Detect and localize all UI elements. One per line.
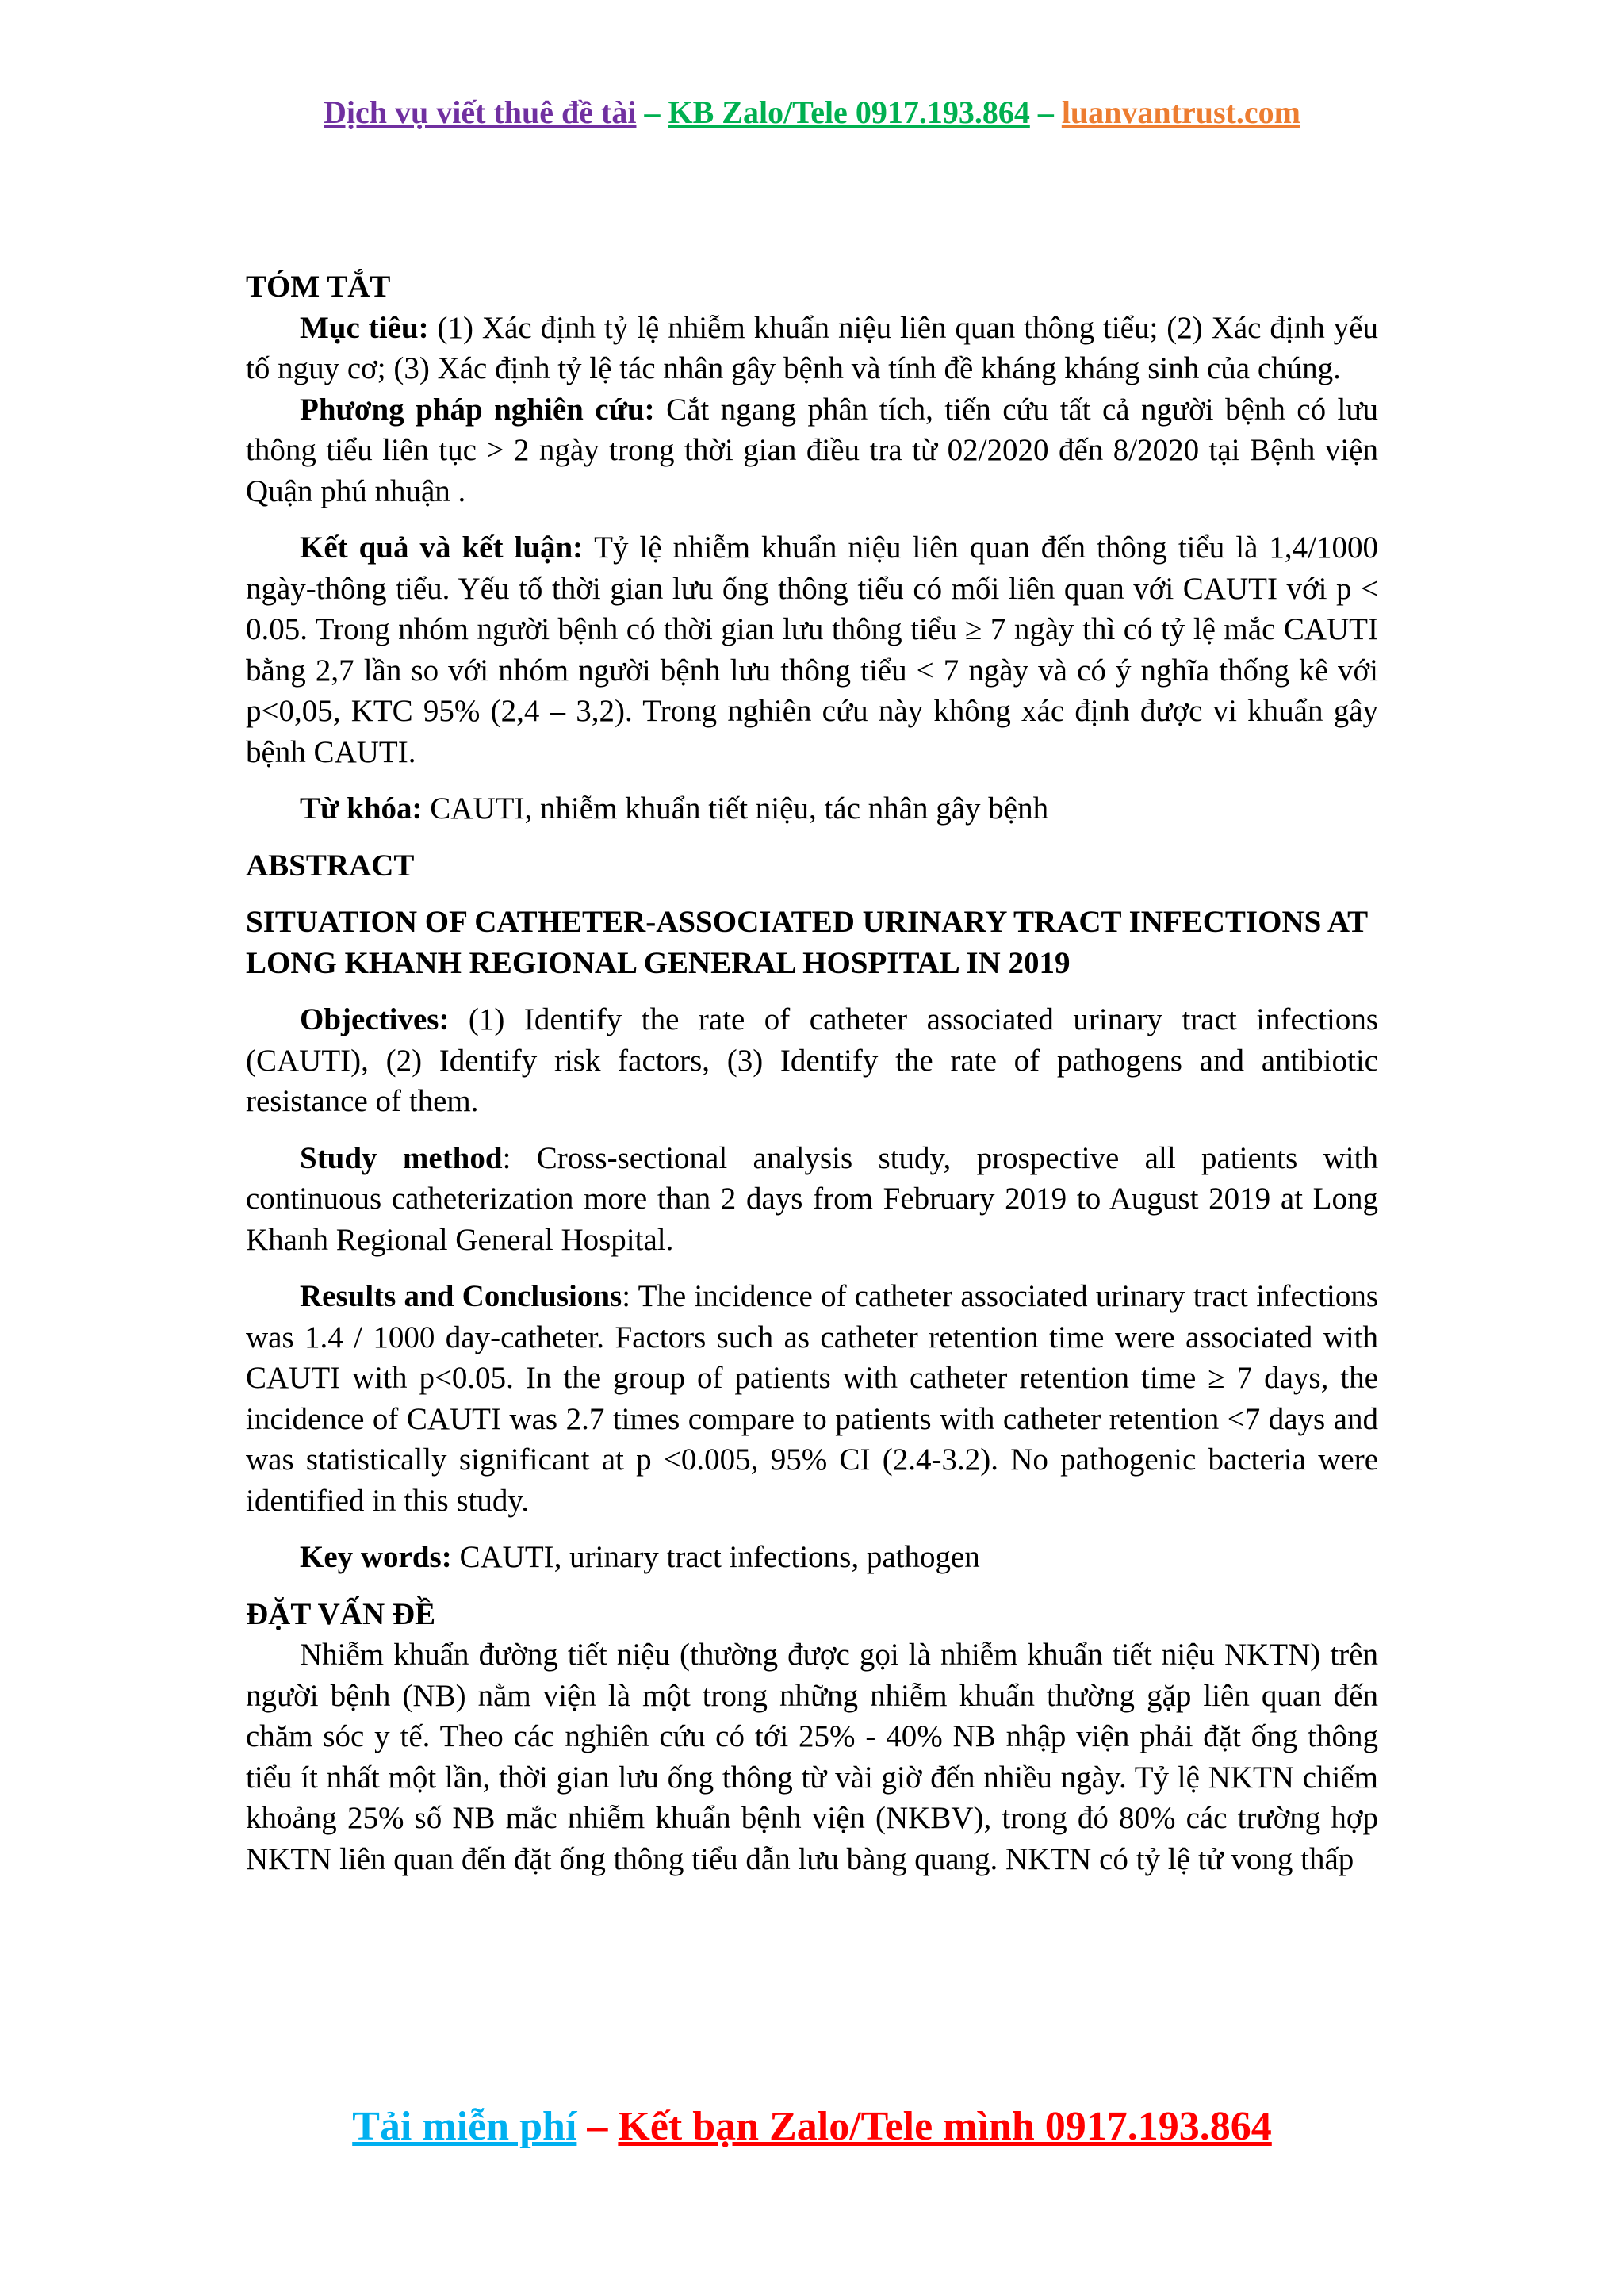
keywords-label: Từ khóa: xyxy=(300,791,431,826)
keywords-text: CAUTI, nhiễm khuẩn tiết niệu, tác nhân gây bệnh xyxy=(430,791,1049,826)
abstract-results-paragraph xyxy=(246,1276,1378,1521)
add-friend-link[interactable]: Kết bạn Zalo/Tele mình 0917.193.864 xyxy=(618,2104,1272,2149)
intro-heading: ĐẶT VẤN ĐỀ xyxy=(246,1596,436,1631)
method-label: Phương pháp nghiên cứu: xyxy=(300,392,667,427)
method-text: Cắt ngang phân tích, tiến cứu tất cả người bệnh có lưu thông tiểu liên tục > 2 ngày trong thời gian điều tra từ 02/2020 đến 8/2020 tại Bệnh viện Quận phú nhuận . xyxy=(246,392,1378,508)
objectives-label: Objectives: xyxy=(300,1002,469,1036)
abstract-heading: ABSTRACT xyxy=(246,848,415,883)
results-text: Tỷ lệ nhiễm khuẩn niệu liên quan đến thông tiểu là 1,4/1000 ngày-thông tiểu. Yếu tố thời gian lưu ống thông tiểu có mối liên quan với CAUTI với p < 0.05. Trong nhóm người bệnh có thời gian lưu thông tiểu ≥ 7 ngày thì có tỷ lệ mắc CAUTI bằng 2,7 lần so với nhóm người bệnh lưu thông tiểu < 7 ngày và có ý nghĩa thống kê với p<0,05, KTC 95% (2,4 – 3,2). Trong nghiên cứu này không xác định được vi khuẩn gây bệnh CAUTI. xyxy=(246,531,1378,769)
key-words-text: CAUTI, urinary tract infections, pathogen xyxy=(459,1540,980,1574)
results-conclusions-label: Results and Conclusions xyxy=(300,1279,622,1313)
abstract-objectives-paragraph xyxy=(246,999,1378,1122)
document-body xyxy=(246,266,1378,1879)
tomtat-objective-paragraph xyxy=(246,308,1378,389)
service-link[interactable]: Dịch vụ viết thuê đề tài xyxy=(324,94,637,130)
study-method-text: : Cross-sectional analysis study, prospective all patients with continuous catheterization more than 2 days from February 2019 to August 2019 at Long Khanh Regional General Hospital. xyxy=(246,1140,1378,1257)
contact-link[interactable]: KB Zalo/Tele 0917.193.864 xyxy=(668,94,1030,130)
footer-separator: – xyxy=(576,2104,619,2149)
tomtat-heading: TÓM TẮT xyxy=(246,270,391,304)
page-footer xyxy=(0,2103,1624,2150)
tomtat-results-paragraph xyxy=(246,527,1378,772)
page-header xyxy=(0,94,1624,131)
key-words-label: Key words: xyxy=(300,1540,460,1574)
objectives-text: (1) Identify the rate of catheter associated urinary tract infections (CAUTI), (2) Identify risk factors, (3) Identify the rate of pathogens and antibiotic resistance of them. xyxy=(246,1002,1378,1118)
abstract-title: SITUATION OF CATHETER-ASSOCIATED URINARY TRACT INFECTIONS AT LONG KHANH REGIONAL GENERAL HOSPITAL IN 2019 xyxy=(246,905,1368,980)
free-download-link[interactable]: Tải miễn phí xyxy=(352,2104,577,2149)
abstract-method-paragraph xyxy=(246,1138,1378,1261)
study-method-label: Study method xyxy=(300,1140,503,1175)
tomtat-keywords-paragraph xyxy=(246,788,1378,829)
website-link[interactable]: luanvantrust.com xyxy=(1061,94,1300,130)
results-label: Kết quả và kết luận: xyxy=(300,531,595,565)
header-separator: – xyxy=(1029,94,1062,130)
header-separator: – xyxy=(636,94,668,130)
abstract-keywords-paragraph xyxy=(246,1537,1378,1578)
objective-label: Mục tiêu: xyxy=(300,310,438,345)
objective-text: (1) Xác định tỷ lệ nhiễm khuẩn niệu liên quan thông tiểu; (2) Xác định yếu tố nguy cơ; (3) Xác định tỷ lệ tác nhân gây bệnh và tính đề kháng kháng sinh của chúng. xyxy=(246,310,1378,385)
tomtat-method-paragraph xyxy=(246,389,1378,512)
results-conclusions-text: : The incidence of catheter associated urinary tract infections was 1.4 / 1000 day-catheter. Factors such as catheter retention time were associated with CAUTI with p<0.05. In the group of patients with catheter retention time ≥ 7 days, the incidence of CAUTI was 2.7 times compare to patients with catheter retention <7 days and was statistically significant at p <0.005, 95% CI (2.4-3.2). No pathogenic bacteria were identified in this study. xyxy=(246,1279,1378,1518)
intro-paragraph: Nhiễm khuẩn đường tiết niệu (thường được gọi là nhiễm khuẩn tiết niệu NKTN) trên người bệnh (NB) nằm viện là một trong những nhiễm khuẩn thường gặp liên quan đến chăm sóc y tế. Theo các nghiên cứu có tới 25% - 40% NB nhập viện phải đặt ống thông tiểu ít nhất một lần, thời gian lưu ống thông từ vài giờ đến nhiều ngày. Tỷ lệ NKTN chiếm khoảng 25% số NB mắc nhiễm khuẩn bệnh viện (NKBV), trong đó 80% các trường hợp NKTN liên quan đến đặt ống thông tiểu dẫn lưu bàng quang. NKTN có tỷ lệ tử vong thấp xyxy=(246,1638,1378,1876)
